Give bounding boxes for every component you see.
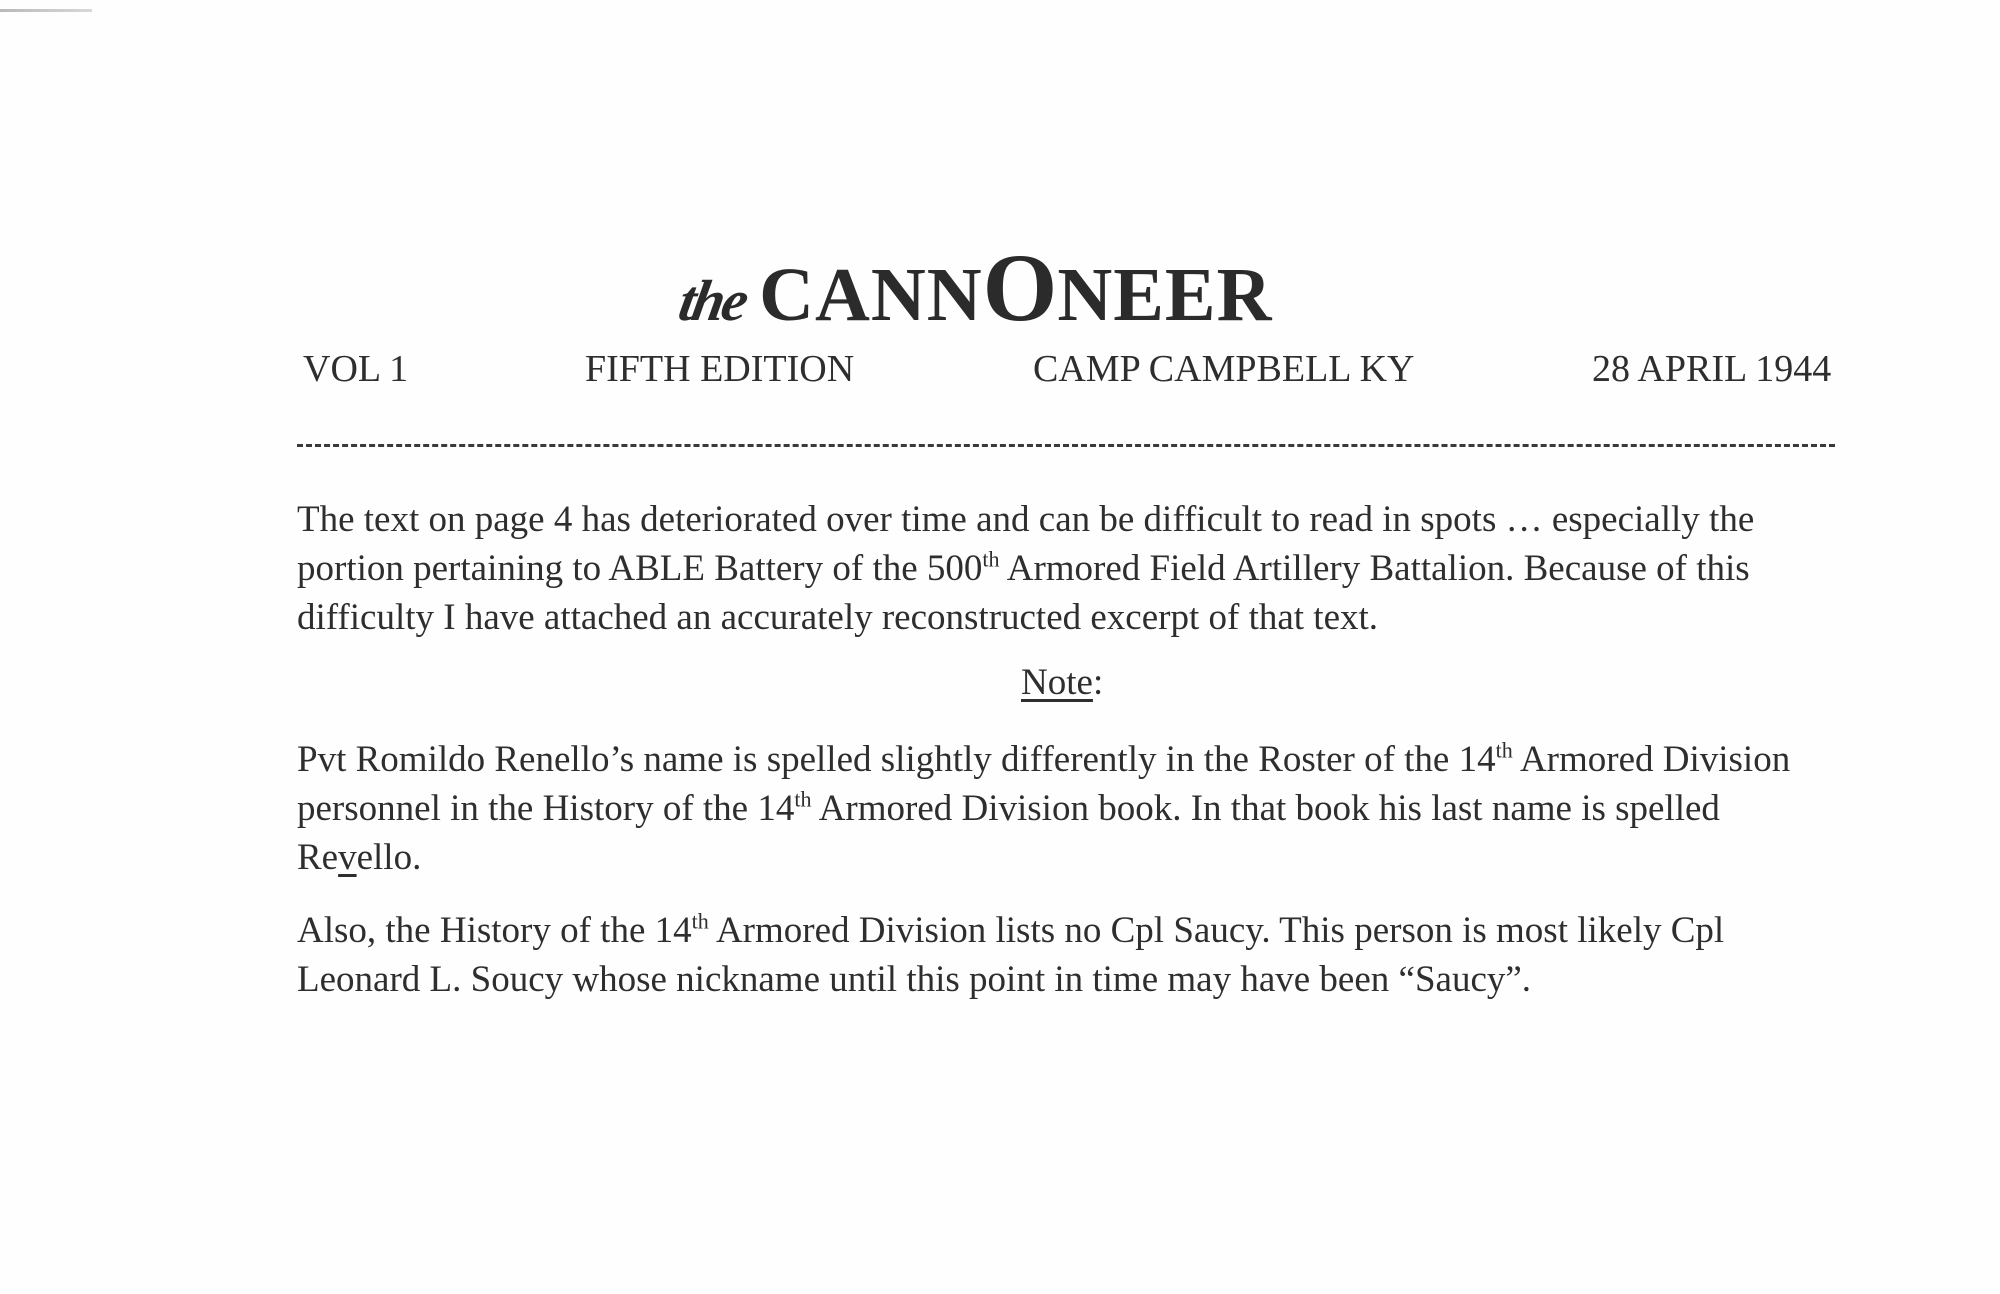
renello-text-1: Pvt Romildo Renello’s name is spelled slightly differently in the Roster of the 14	[297, 739, 1496, 780]
note-heading	[1021, 661, 1103, 704]
renello-sup-1: th	[1495, 737, 1513, 763]
soucy-sup-1: th	[691, 908, 709, 934]
intro-paragraph	[297, 495, 1847, 642]
masthead-neer: NEER	[1057, 253, 1273, 337]
intro-text-2: Armored Field Artillery Battalion. Because of this difficulty I have attached an accurately reconstructed excerpt of that text.	[297, 548, 1750, 638]
note-colon: :	[1092, 662, 1104, 703]
header-volume: VOL 1	[303, 348, 409, 390]
renello-text-3: Armored Division book. In that book his last name is spelled Re	[297, 788, 1720, 878]
header-date: 28 APRIL 1944	[1592, 348, 1832, 390]
renello-sup-2: th	[794, 786, 812, 812]
soucy-text-2: Armored Division lists no Cpl Saucy. This person is most likely Cpl Leonard L. Soucy whose nickname until this point in time may have been “Saucy”.	[297, 910, 1725, 1000]
renello-text-4: ello.	[356, 837, 422, 878]
newspaper-masthead	[674, 232, 1273, 343]
dashed-divider	[297, 444, 1835, 447]
soucy-paragraph	[297, 906, 1847, 1004]
header-place: CAMP CAMPBELL KY	[1033, 348, 1415, 390]
renello-text-2: Armored Division personnel in the History of the 14	[297, 739, 1791, 829]
intro-sup-1: th	[982, 546, 1000, 572]
masthead-the: the	[674, 268, 751, 333]
renello-paragraph	[297, 735, 1847, 882]
soucy-text-1: Also, the History of the 14	[297, 910, 692, 951]
masthead-cann: CANN	[759, 253, 983, 337]
renello-underlined-letter: v	[338, 837, 357, 878]
header-edition: FIFTH EDITION	[585, 348, 855, 390]
masthead-big-o: O	[982, 234, 1058, 341]
scan-edge-mark	[0, 9, 92, 12]
intro-text-1: The text on page 4 has deteriorated over time and can be difficult to read in spots … especially the portion pertaining to ABLE Battery of the 500	[297, 499, 1755, 589]
note-label: Note	[1021, 662, 1093, 703]
